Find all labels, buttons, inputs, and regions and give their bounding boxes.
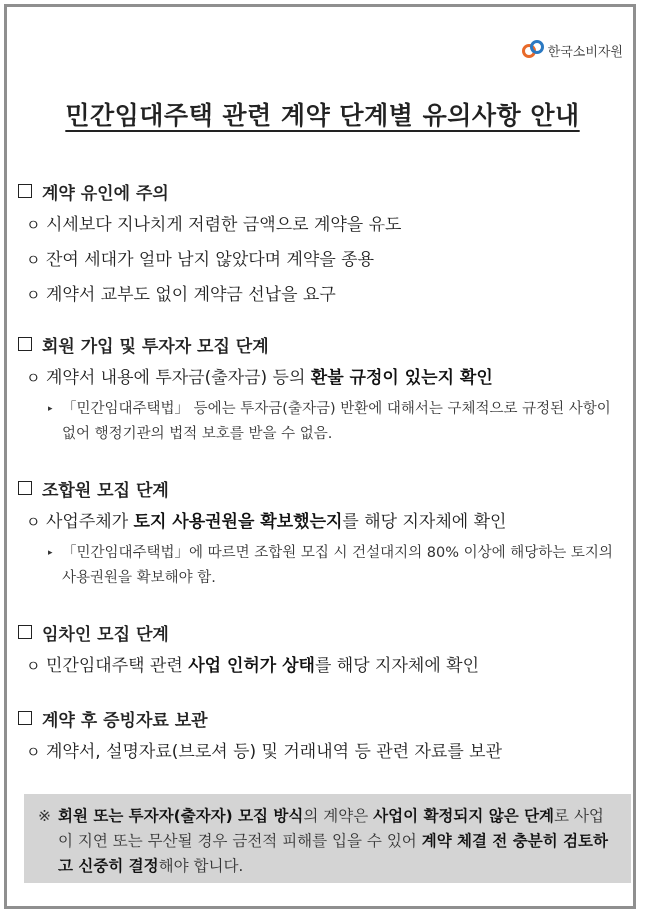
checkbox-square-icon: [18, 481, 32, 495]
section-member-investor-recruit: [18, 331, 627, 447]
section-keep-evidence: [18, 705, 627, 763]
list-item: ㅇ 계약서 내용에 투자금(출자금) 등의 환불 규정이 있는지 확인: [26, 368, 493, 388]
list-item: ㅇ 민간임대주택 관련 사업 인허가 상태를 해당 지자체에 확인: [26, 656, 479, 676]
list-item: ㅇ 잔여 세대가 얼마 남지 않았다며 계약을 종용: [26, 250, 375, 270]
warning-note-box: [24, 794, 631, 883]
kca-logo: [522, 40, 623, 60]
section-contract-inducement: [18, 178, 627, 306]
section-union-member-recruit: [18, 475, 627, 591]
section-tenant-recruit: [18, 619, 627, 677]
checkbox-square-icon: [18, 711, 32, 725]
sub-note: ▸ 「민간임대주택법」에 따르면 조합원 모집 시 건설대지의 80% 이상에 해당하는 토지의 사용권원을 확보해야 함.: [48, 545, 613, 586]
section-heading: 회원 가입 및 투자자 모집 단계: [18, 331, 627, 357]
page-title: 민간임대주택 관련 계약 단계별 유의사항 안내: [65, 101, 580, 130]
checkbox-square-icon: [18, 625, 32, 639]
reference-mark-icon: ※: [38, 807, 51, 825]
logo-text: 한국소비자원: [547, 44, 623, 60]
list-item: ㅇ 사업주체가 토지 사용권원을 확보했는지를 해당 지자체에 확인: [26, 512, 507, 532]
page-frame: [4, 4, 636, 909]
checkbox-square-icon: [18, 337, 32, 351]
sub-note: ▸ 「민간임대주택법」 등에는 투자금(출자금) 반환에 대해서는 구체적으로 규정된 사항이 없어 행정기관의 법적 보호를 받을 수 없음.: [48, 401, 611, 442]
section-heading: 계약 유인에 주의: [18, 178, 627, 204]
section-heading: 계약 후 증빙자료 보관: [18, 705, 627, 731]
checkbox-square-icon: [18, 184, 32, 198]
section-heading: 조합원 모집 단계: [18, 475, 627, 501]
list-item: ㅇ 시세보다 지나치게 저렴한 금액으로 계약을 유도: [26, 215, 402, 235]
list-item: ㅇ 계약서, 설명자료(브로셔 등) 및 거래내역 등 관련 자료를 보관: [26, 742, 503, 762]
list-item: ㅇ 계약서 교부도 없이 계약금 선납을 요구: [26, 285, 336, 305]
note-text: 회원 또는 투자자(출자자) 모집 방식의 계약은 사업이 확정되지 않은 단계로 사업이 지연 또는 무산될 경우 금전적 피해를 입을 수 있어 계약 체결 전 충분히 검토하고 신중히 결정해야 합니다.: [58, 807, 609, 875]
kca-logo-icon: [522, 40, 544, 60]
section-heading: 임차인 모집 단계: [18, 619, 627, 645]
